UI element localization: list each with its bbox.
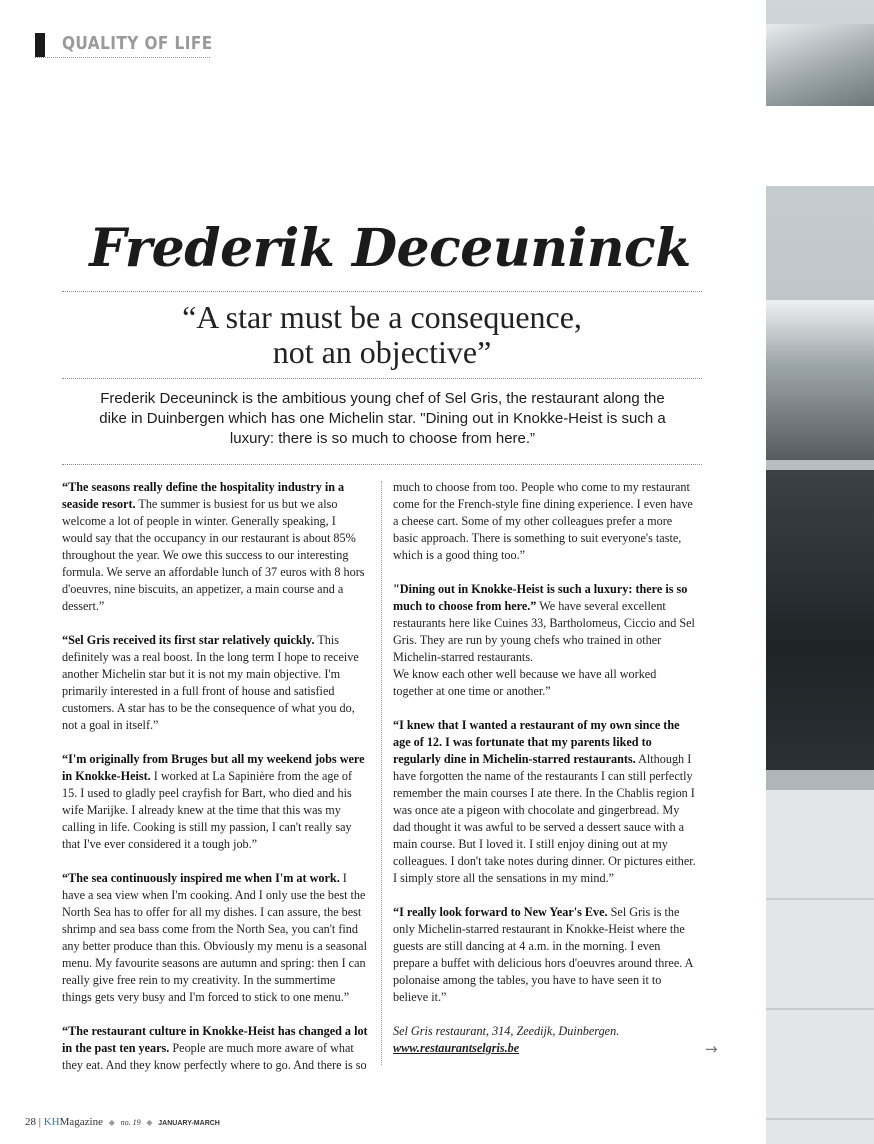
footer-separator: |: [38, 1116, 41, 1128]
photo-fragment-hood: [766, 300, 874, 460]
title-divider: [62, 291, 702, 292]
article-column-right: [393, 479, 699, 1074]
issue-number: no. 19: [120, 1118, 141, 1127]
paragraph: “Sel Gris received its first star relatively quickly. This definitely was a real boost. In the long term I hope to receive another Michelin star but it is not my main objective. I'm primarily interested in a full front of house and satisfied customers. A star has to be the consequence of what you do, not a goal in itself.”: [62, 633, 359, 732]
diamond-icon: ◆: [108, 1118, 115, 1127]
photo-fragment-top: [766, 24, 874, 106]
intro-divider: [62, 464, 702, 465]
quote-divider: [62, 378, 702, 379]
paragraph: “The sea continuously inspired me when I'm at work. I have a sea view when I'm cooking. And I only use the best the North Sea has to offer for all my dishes. I can assure, the best shrimp and sea bass come from the North Sea, you can't find any better produce than this. Obviously my menu is a seasonal menu. My favourite seasons are autumn and spring: then I can really give free rein to my creativity. In the summertime things gets very busy and I'm forced to stick to one menu.”: [62, 871, 367, 1004]
paragraph: “I really look forward to New Year's Eve. Sel Gris is the only Michelin-starred restaurant in Knokke-Heist where the guests are still dancing at 4 a.m. in the morning. I even prepare a buffet with delicious hors d'oeuvres around three. A polonaise among the tables, you have to have seen it to believe it.”: [393, 905, 693, 1004]
pull-quote: [62, 300, 702, 370]
pull-quote-line-2: not an objective”: [272, 334, 492, 370]
restaurant-website-link[interactable]: www.restaurantselgris.be: [393, 1041, 520, 1055]
paragraph: “The restaurant culture in Knokke-Heist has changed a lot in the past ten years. People are much more aware of what they eat. And they know perfectly where to go. And there is so: [62, 1024, 368, 1072]
article-title: Frederik Deceuninck: [89, 218, 691, 279]
page-number: 28: [25, 1116, 36, 1128]
photo-fragment-dark: [766, 470, 874, 770]
magazine-brand-kh: KH: [43, 1116, 60, 1128]
page-footer: [25, 1116, 220, 1128]
article-intro: Frederik Deceuninck is the ambitious young chef of Sel Gris, the restaurant along the dike in Duinbergen which has one Michelin star. "Dining out in Knokke-Heist is such a luxury: there is so much to choose from here.”: [99, 390, 666, 447]
restaurant-signoff: [393, 1023, 699, 1057]
paragraph: "Dining out in Knokke-Heist is such a luxury: there is so much to choose from here.” We have several excellent restaurants here like Cuines 33, Bartholomeus, Ciccio and Sel Gris. They are run by young chefs who trained in other Michelin-starred restaurants. We know each other well because we have all worked together at one time or another.”: [393, 582, 695, 698]
pull-quote-line-1: “A star must be a consequence,: [182, 299, 582, 335]
section-label: QUALITY OF LIFE: [62, 33, 213, 54]
restaurant-address: Sel Gris restaurant, 314, Zeedijk, Duinbergen.: [393, 1024, 620, 1038]
paragraph: “I'm originally from Bruges but all my weekend jobs were in Knokke-Heist. I worked at La Sapinière from the age of 15. I used to gladly peel crayfish for Bart, who died and his wife Marijke. I already knew at the time that this was my calling in life. Cooking is still my passion, I can't really say that I've ever considered it a tough job.”: [62, 752, 365, 851]
paragraph: “The seasons really define the hospitality industry in a seaside resort. The summer is busiest for us but we also welcome a lot of people in winter. Generally speaking, I would say that the occupancy in our restaurant is about 85% throughout the year. We owe this success to our interesting formula. We serve an affordable lunch of 37 euros with 8 hors d'oeuvres, nine biscuits, an appetizer, a main course and a dessert.”: [62, 480, 365, 613]
magazine-brand-name: Magazine: [59, 1116, 103, 1128]
section-divider: [35, 57, 210, 58]
paragraph: much to choose from too. People who come to my restaurant come for the French-style fine dining experience. I even have a cheese cart. Some of my other colleagues prefer a more basic approach. There is something to suit everyone's taste, which is a good thing too.”: [393, 480, 693, 562]
issue-period: JANUARY-MARCH: [158, 1120, 220, 1127]
photo-gap: [766, 106, 874, 186]
column-divider: [381, 481, 382, 1065]
paragraph: “I knew that I wanted a restaurant of my own since the age of 12. I was fortunate that my parents liked to regularly dine in Michelin-starred restaurants. Although I have forgotten the name of the restaurants I can still perfectly remember the main courses I ate there. In the Chablis region I was once ate a pigeon with chocolate and gingerbread. My dad thought it was awful to be served a dessert sauce with a main course. But I loved it. I still enjoy dining out at my colleagues. I don't take notes during dinner. Or pictures either. I simply store all the sensations in my mind.”: [393, 718, 696, 885]
section-marker: [35, 33, 45, 57]
kitchen-photo: [766, 0, 874, 1144]
diamond-icon: ◆: [146, 1118, 153, 1127]
photo-fragment-tiles: [766, 790, 874, 1144]
continue-arrow-icon: →: [705, 1040, 718, 1058]
article-column-left: [62, 479, 368, 1091]
